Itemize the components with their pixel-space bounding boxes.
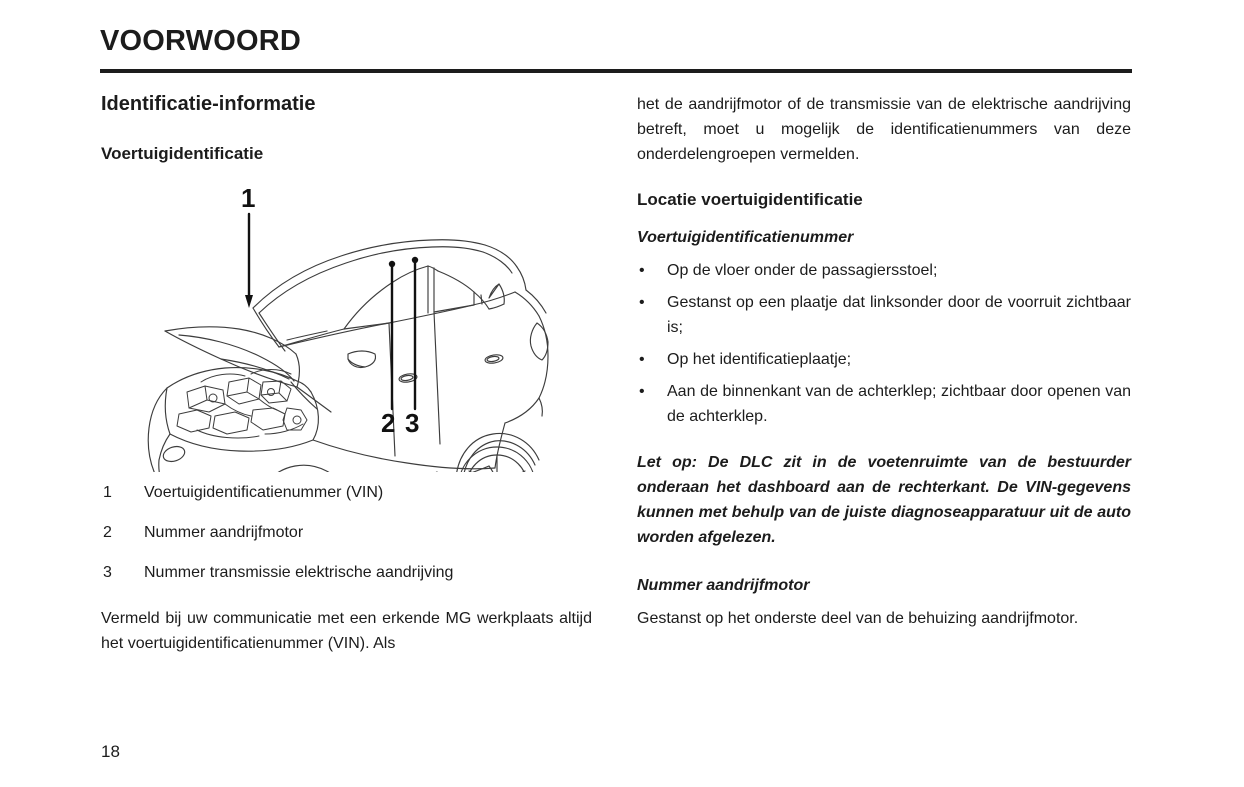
legend-label: Nummer transmissie elektrische aandrijving	[144, 564, 454, 582]
subheading-voertuigidentificatienummer: Voertuigidentificatienummer	[637, 229, 854, 247]
subheading-voertuigidentificatie: Voertuigidentificatie	[101, 144, 264, 163]
list-item	[101, 520, 592, 545]
legend-label: Nummer aandrijfmotor	[144, 524, 304, 542]
spacer	[637, 210, 1131, 228]
figure-callout-3: 3	[405, 408, 420, 439]
vin-location-bullet-list	[637, 258, 1131, 429]
list-item	[101, 480, 592, 505]
car-illustration-svg	[101, 182, 592, 472]
bullet-text: Op het identificatieplaatje;	[667, 351, 852, 369]
spacer	[637, 596, 1131, 606]
bullet-icon: •	[639, 351, 645, 369]
legend-number: 1	[103, 484, 112, 502]
list-item	[637, 379, 1131, 429]
page-title: VOORWOORD	[100, 25, 302, 57]
bullet-text: Op de vloer onder de passagiersstoel;	[667, 262, 938, 280]
section-heading-identificatie: Identificatie-informatie	[101, 93, 316, 115]
list-item	[637, 290, 1131, 340]
list-item	[637, 347, 1131, 372]
note-let-op: Let op: De DLC zit in de voetenruimte van de bestuurder onderaan het dashboard aan de rechterkant. De VIN-gegevens kunnen met behulp van de juiste diagnoseapparatuur uit de auto worden afgelezen.	[637, 454, 1131, 547]
list-item	[101, 560, 592, 585]
right-column	[637, 92, 1131, 631]
vehicle-identification-figure	[101, 182, 592, 472]
legend-label: Voertuigidentificatienummer (VIN)	[144, 484, 384, 502]
bullet-text: Gestanst op een plaatje dat linksonder door de voorruit zichtbaar is;	[667, 294, 1131, 337]
bullet-text: Aan de binnenkant van de achterklep; zichtbaar door openen van de achterklep.	[667, 383, 1131, 426]
spacer	[101, 472, 592, 480]
spacer	[101, 117, 592, 143]
spacer	[637, 436, 1131, 450]
subheading-nummer-aandrijfmotor: Nummer aandrijfmotor	[637, 577, 810, 595]
figure-callout-2: 2	[381, 408, 396, 439]
spacer	[637, 248, 1131, 258]
legend-number: 3	[103, 564, 112, 582]
page-number: 18	[101, 742, 120, 761]
figure-legend-list	[101, 480, 592, 585]
bullet-icon: •	[639, 294, 645, 312]
spacer	[101, 164, 592, 182]
spacer	[637, 167, 1131, 189]
bullet-icon: •	[639, 262, 645, 280]
left-column-paragraph: Vermeld bij uw communicatie met een erkende MG werkplaats altijd het voertuigidentificatienummer (VIN). Als	[101, 610, 592, 653]
list-item	[637, 258, 1131, 283]
bullet-icon: •	[639, 383, 645, 401]
continued-paragraph: het de aandrijfmotor of de transmissie van de elektrische aandrijving betreft, moet u mogelijk de identificatienummers van deze onderdelengroepen vermelden.	[637, 96, 1131, 163]
motor-paragraph: Gestanst op het onderste deel van de behuizing aandrijfmotor.	[637, 610, 1079, 628]
figure-callout-1: 1	[241, 183, 256, 214]
spacer	[637, 550, 1131, 576]
legend-number: 2	[103, 524, 112, 542]
subheading-locatie-voertuigidentificatie: Locatie voertuigidentificatie	[637, 190, 863, 209]
title-divider	[100, 69, 1132, 73]
left-column	[101, 92, 592, 656]
